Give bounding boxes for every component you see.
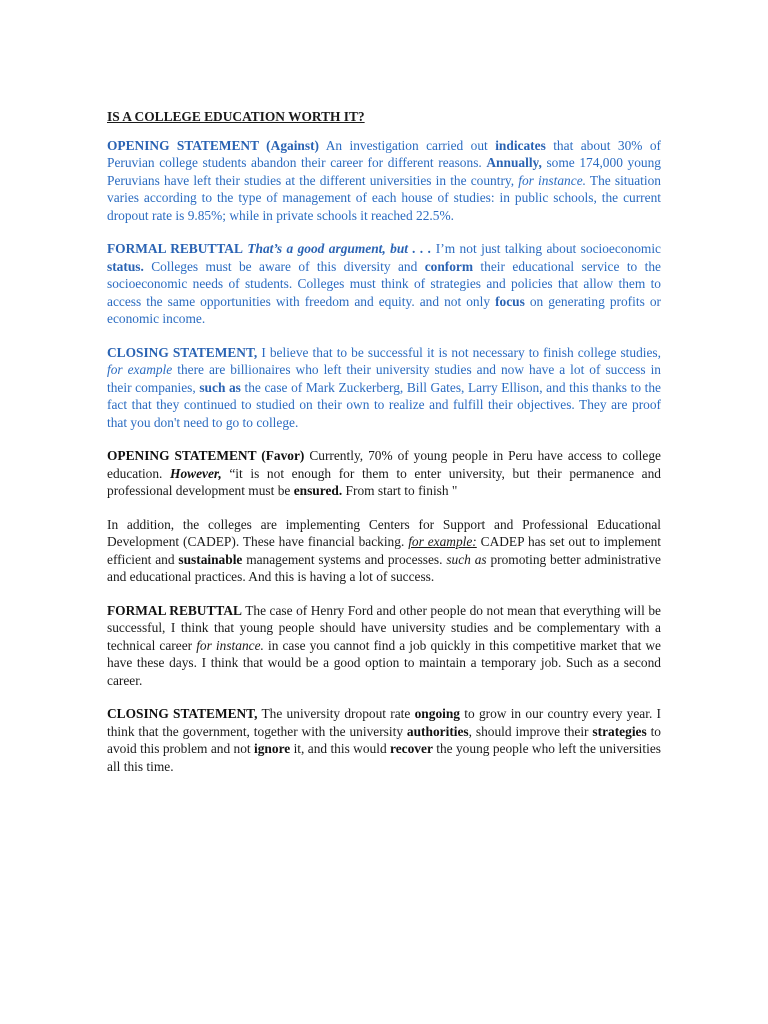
bold-word: indicates [495, 137, 546, 153]
heading-closing-favor: CLOSING STATEMENT, [107, 706, 258, 721]
text: Currently, 70% of young people in Peru have access to college education. [107, 448, 661, 481]
text: I’m not just talking about socioeconomic [431, 241, 661, 256]
document-title: IS A COLLEGE EDUCATION WORTH IT? [107, 109, 365, 124]
bold-word: focus [495, 293, 525, 309]
heading-closing-against: CLOSING STATEMENT, [107, 344, 258, 360]
bold-italic-phrase: That’s a good argument, but . . . [247, 241, 432, 256]
text: that about 30% of Peruvian college students abandon their career for different reasons. [107, 137, 662, 170]
paragraph-closing-favor [107, 705, 661, 775]
bold-italic-word: However, [170, 465, 222, 481]
text: In addition, the colleges are implementing Centers for Support and Professional Educational Development (CADEP). These have financial backing. [107, 516, 661, 549]
text: The case of Henry Ford and other people do not mean that everything will be successful, I think that young people should have university studies and be complementary with a technical career [107, 602, 661, 653]
bold-word: status. [107, 258, 144, 274]
text: Colleges must be aware of this diversity and [143, 258, 425, 274]
bold-word: conform [424, 258, 474, 274]
text: From start to finish " [342, 483, 458, 498]
text: to avoid this problem and not [107, 723, 661, 756]
italic-word: such as [446, 551, 487, 567]
text: management systems and processes. [242, 551, 447, 567]
text: some 174,000 young Peruvians have left their studies at the different universities in the country, [107, 155, 661, 188]
bold-word: sustainable [178, 551, 243, 567]
text: it, and this would [290, 741, 391, 756]
bold-word: ensured. [293, 483, 343, 498]
text: An investigation carried out [319, 137, 496, 153]
bold-word: strategies [592, 723, 647, 739]
heading-rebuttal-favor: FORMAL REBUTTAL [107, 602, 242, 618]
heading-opening-favor: OPENING STATEMENT (Favor) [107, 448, 305, 463]
italic-word: for instance. [518, 172, 586, 188]
paragraph-opening-against [107, 137, 661, 225]
bold-word: authorities [406, 723, 469, 739]
text: to grow in our country every year. I think that the government, together with the university [107, 706, 662, 739]
heading-rebuttal-against: FORMAL REBUTTAL [107, 241, 243, 256]
paragraph-rebuttal-against [107, 240, 661, 328]
paragraph-cadep [107, 516, 661, 586]
bold-word: ongoing [414, 706, 461, 721]
text: their educational service to the socioeconomic needs of students. Colleges must think of strategies and policies that allow them to access the same opportunities with freedom and equity. and not only [107, 258, 661, 309]
italic-word: for example [107, 362, 173, 377]
text: on generating profits or economic income. [107, 293, 661, 326]
bold-word: ignore [254, 741, 291, 756]
text: CADEP has set out to implement efficient and [107, 534, 661, 567]
text: I believe that to be successful it is not necessary to finish college studies, [257, 344, 661, 360]
heading-opening-against: OPENING STATEMENT (Against) [107, 137, 320, 153]
text: promoting better administrative and educational practices. And this is having a lot of success. [107, 551, 661, 584]
text: “it is not enough for them to enter university, but their permanence and professional development must be [107, 465, 661, 498]
text: there are billionaires who left their university studies and now have a lot of success in their companies, [107, 362, 662, 395]
paragraph-opening-favor [107, 447, 661, 500]
italic-underlined-phrase: for example: [408, 534, 477, 549]
document-page [107, 108, 661, 791]
text: The situation varies according to the type of management of each house of studies: in public schools, the current dropout rate is 9.85%; while in private schools it reached 22.5%. [107, 172, 661, 223]
bold-word: such as [199, 379, 241, 395]
text: , should improve their [468, 723, 593, 739]
paragraph-rebuttal-favor [107, 602, 661, 690]
text: the case of Mark Zuckerberg, Bill Gates, Larry Ellison, and this thanks to the fact that they continued to studied on their own to realize and fulfill their objectives. They are proof that you don't need to go to college. [107, 379, 661, 430]
text: the young people who left the universities all this time. [107, 741, 661, 774]
text: in case you cannot find a job quickly in this competitive market that we have these days. I think that would be a good option to maintain a temporary job. Such as a second career. [107, 637, 661, 688]
italic-word: for instance. [196, 637, 264, 653]
bold-word: Annually, [486, 155, 542, 170]
bold-word: recover [390, 741, 433, 756]
paragraph-closing-against [107, 344, 661, 432]
text: The university dropout rate [257, 706, 415, 721]
